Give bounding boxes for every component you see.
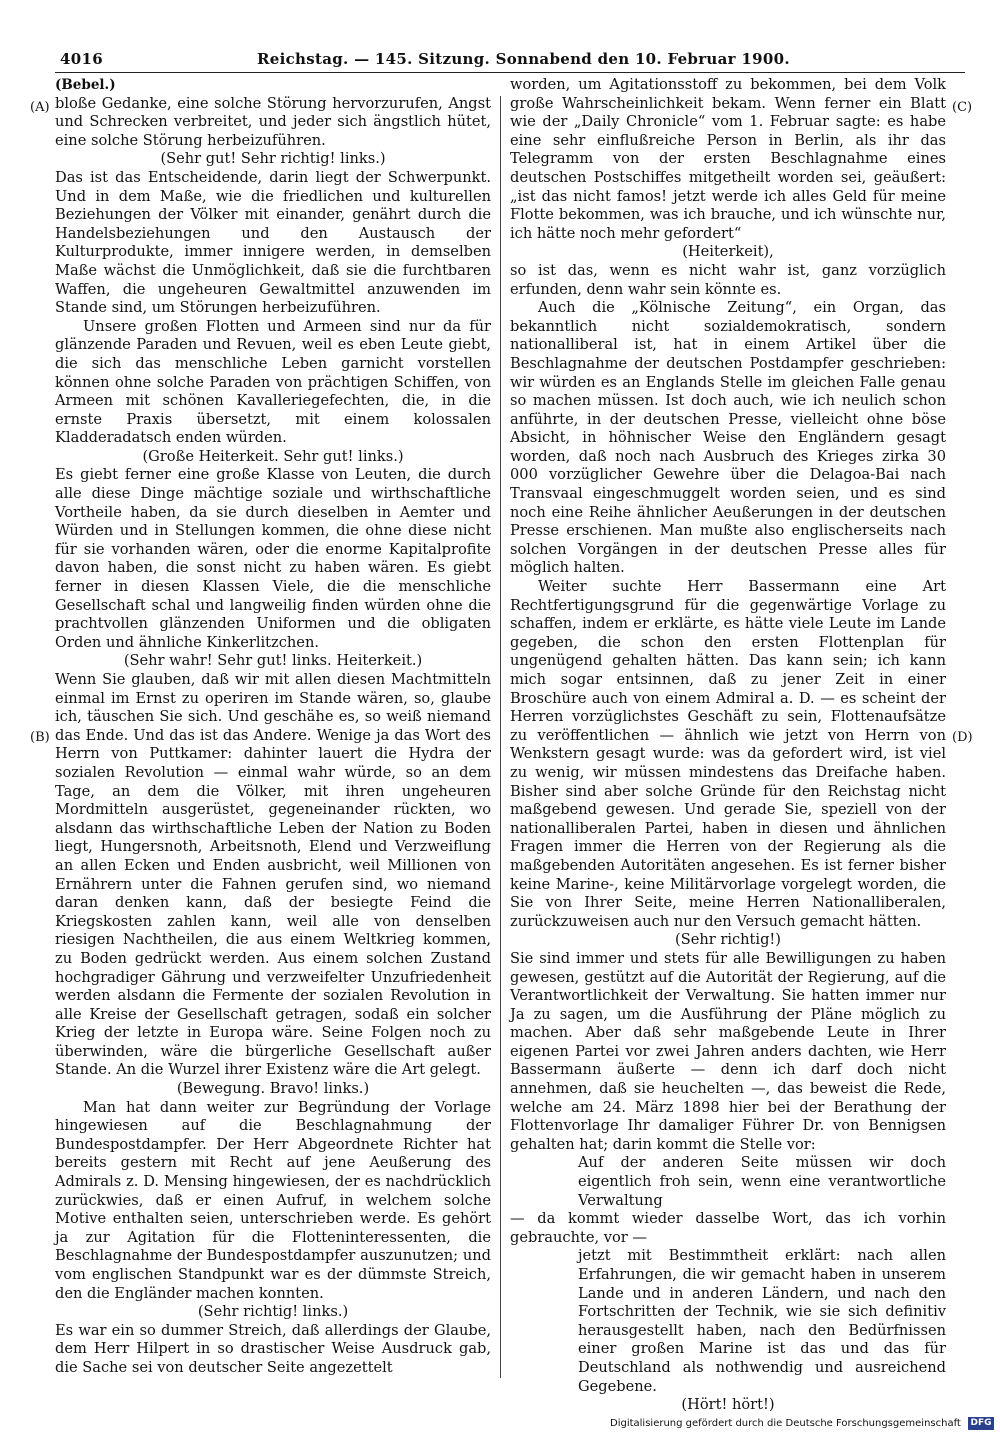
left-column	[55, 76, 491, 1376]
speaker-name: (Bebel.)	[55, 77, 116, 93]
header-rule	[55, 72, 965, 73]
margin-mark-c: (C)	[952, 100, 973, 115]
column-divider	[500, 96, 501, 1378]
quotation: Auf der anderen Seite müssen wir doch eigentlich froh sein, wenn eine verantwortliche Verwaltung	[578, 1154, 946, 1209]
paragraph: Man hat dann weiter zur Begründung der Vorlage hingewiesen auf die Beschlagnahmung der Bundespostdampfer. Der Herr Abgeordnete Richter hat bereits gestern mit Recht auf jene Aeußerung des Admirals z. D. Mensing hingewiesen, der es nachdrücklich zurückwies, daß er einen Aufruf, in welchem solche Motive enthalten seien, unterschrieben werde. Es gehört ja zur Agitation für die Flotteninteressenten, die Beschlagnahme der Bundespostdampfer auszunutzen; und vom englischen Standpunkt war es der dümmste Streich, den die Engländer machen konnten.	[55, 1098, 491, 1302]
paragraph: Unsere großen Flotten und Armeen sind nur da für glänzende Paraden und Revuen, weil es eben Leute giebt, die sich das menschliche Leben garnicht vorstellen können ohne solche Paraden von prächtigen Schiffen, von Armeen mit schönen Kavalleriegefechten, die, in die ernste Praxis übersetzt, mit einem kolossalen Kladderadatsch enden würden.	[55, 317, 491, 447]
interjection: (Bewegung. Bravo! links.)	[176, 1080, 370, 1098]
paragraph: Es giebt ferner eine große Klasse von Leuten, die durch alle diese Dinge mächtige soziale und wirthschaftliche Vortheile haben, da sie durch dieselben in Aemter und Würden und in Stellungen kommen, die ohne diese nicht für sie vorhanden wären, oder die enorme Kapitalprofite davon haben, die sonst nicht zu haben wären. Es giebt ferner in diesen Klassen Viele, die die menschliche Gesellschaft schal und langweilig finden würden ohne die prachtvollen glänzenden Uniformen und die obligaten Orden und ähnliche Kinkerlitzchen.	[55, 466, 491, 651]
paragraph: Sie sind immer und stets für alle Bewilligungen zu haben gewesen, gestützt auf die Autorität der Regierung, auf die Verantwortlichkeit der Verwaltung. Sie hatten immer nur Ja zu sagen, um die Ausführung der Pläne möglich zu machen. Aber daß sehr maßgebende Leute in Ihrer eigenen Partei vor zwei Jahren anders dachten, wie Herr Bassermann äußerte — denn ich darf doch nicht annehmen, daß sie heuchelten —, das beweist die Rede, welche am 24. März 1898 hier bei der Berathung der Flottenvorlage Ihr damaliger Führer Dr. von Bennigsen gehalten hat; darin kommt die Stelle vor:	[510, 949, 946, 1153]
margin-mark-a: (A)	[30, 100, 50, 115]
interjection: (Heiterkeit),	[682, 243, 774, 261]
paragraph: worden, um Agitationsstoff zu bekommen, bei dem Volk große Wahrscheinlichkeit bekam. Wenn ferner ein Blatt wie der „Daily Chronicle“ vom 1. Februar sagte: es habe eine sehr einflußreiche Person in Berlin, als ihr das Telegramm von der ersten Beschlagnahme eines deutschen Postschiffes mitgetheilt worden sei, geäußert: „ist das nicht famos! jetzt werde ich alles Geld für meine Flotte bekommen, was ich brauche, und ich wünschte nur, ich hätte noch mehr gefordert“	[510, 76, 946, 242]
interjection: (Sehr richtig! links.)	[197, 1303, 349, 1321]
paragraph: Weiter suchte Herr Bassermann eine Art Rechtfertigungsgrund für die gegenwärtige Vorlage zu schaffen, indem er erklärte, es hätte viele Leute im Lande gegeben, die schon den ersten Flottenplan für ungenügend gehalten hätten. Das kann sein; ich kann mich sogar entsinnen, daß zu jener Zeit in einer Broschüre auch von einem Admiral a. D. — es scheint der Herren vorzüglichstes Geschäft zu sein, Flottenaufsätze zu veröffentlichen — ähnlich wie jetzt von Herrn von Wenkstern gesagt wurde: was da gefordert wird, ist viel zu wenig, wir müssen mindestens das Dreifache haben. Bisher sind aber solche Gründe für den Reichstag nicht maßgebend gewesen. Und gerade Sie, speziell von der nationalliberalen Partei, haben in diesen und ähnlichen Fragen immer die Herren von der Regierung als die maßgebenden Autoritäten angesehen. Es ist ferner bisher keine Marine-, keine Militärvorlage vorgelegt worden, die Sie von Ihrer Seite, meine Herren Nationalliberalen, zurückzuweisen auch nur den Versuch gemacht hätten.	[510, 578, 946, 930]
paragraph: Wenn Sie glauben, daß wir mit allen diesen Machtmitteln einmal im Ernst zu operiren im Stande wären, so, glaube ich, täuschen Sie sich. Und geschähe es, so weiß niemand das Ende. Und das ist das Andere. Wenige ja das Wort des Herrn von Puttkamer: dahinter lauert die Hydra der sozialen Revolution — einmal wahr würde, so an dem Tage, an dem die Völker, mit ihren ungeheuren Mordmitteln ausgerüstet, gegeneinander rückten, wo alsdann das wirthschaftliche Leben der Nation zu Boden liegt, Hungersnoth, Arbeitsnoth, Elend und Verzweiflung an allen Ecken und Enden ausbricht, weil Millionen von Ernährern unter die Fahnen gerufen sind, wo niemand daran denken kann, daß der besiegte Feind die Kriegskosten zahlen kann, weil alle von denselben riesigen Nachtheilen, die aus einem Weltkrieg kommen, zu Boden gedrückt werden. Aus einem solchen Zustand hochgradiger Gährung und verzweifelter Unzufriedenheit werden alsdann die Fermente der sozialen Revolution in alle Kreise der Gesellschaft getragen, sodaß ein solcher Krieg der letzte in Europa wäre. Seine Folgen noch zu überwinden, wäre die bürgerliche Gesellschaft außer Stande. An die Wurzel ihrer Existenz wäre die Art gelegt.	[55, 671, 491, 1079]
paragraph: Das ist das Entscheidende, darin liegt der Schwerpunkt. Und in dem Maße, wie die friedlichen und kulturellen Beziehungen der Völker mit einander, genährt durch die Handelsbeziehungen und den Austausch der Kulturprodukte, immer innigere werden, in demselben Maße wächst die Unmöglichkeit, daß sie die furchtbaren Waffen, die ungeheuren Gewaltmittel anzuwenden im Stande sind, um Störungen herbeizuführen.	[55, 168, 491, 317]
interjection: (Sehr wahr! Sehr gut! links. Heiterkeit.)	[123, 652, 423, 670]
paragraph: Es war ein so dummer Streich, daß allerdings der Glaube, dem Herr Hilpert in so drastischer Weise Ausdruck gab, die Sache sei von deutscher Seite angezettelt	[55, 1321, 491, 1376]
quotation: jetzt mit Bestimmtheit erklärt: nach allen Erfahrungen, die wir gemacht haben in unserem Lande und in anderen Ländern, und nach den Fortschritten der Technik, wie sie sich definitiv herausgestellt haben, nach den Bedürfnissen einer großen Marine ist das und das für Deutschland als nothwendig und ausreichend Gegebene.	[578, 1247, 946, 1395]
page-title: Reichstag. — 145. Sitzung. Sonnabend den 10. Februar 1900.	[257, 50, 790, 68]
digitization-credit: Digitalisierung gefördert durch die Deutsche Forschungsgemeinschaft	[610, 1418, 961, 1429]
interjection: (Hört! hört!)	[681, 1396, 775, 1414]
dfg-logo: DFG	[968, 1417, 994, 1430]
margin-mark-d: (D)	[952, 730, 973, 745]
footer	[610, 1418, 990, 1432]
paragraph: — da kommt wieder dasselbe Wort, das ich vorhin gebrauchte, vor —	[510, 1210, 946, 1246]
page-number: 4016	[60, 50, 103, 68]
interjection: (Sehr richtig!)	[675, 931, 781, 949]
paragraph: so ist das, wenn es nicht wahr ist, ganz vorzüglich erfunden, denn wahr sein könnte es.	[510, 261, 946, 298]
right-column	[510, 76, 946, 1414]
interjection: (Sehr gut! Sehr richtig! links.)	[160, 150, 386, 168]
interjection: (Große Heiterkeit. Sehr gut! links.)	[142, 447, 404, 465]
page-header	[32, 50, 967, 72]
paragraph: bloße Gedanke, eine solche Störung hervorzurufen, Angst und Schrecken verbreitet, und jeder sich ängstlich hütet, eine solche Störung herbeizuführen.	[55, 94, 491, 149]
margin-mark-b: (B)	[30, 730, 50, 745]
paragraph: Auch die „Kölnische Zeitung“, ein Organ, das bekanntlich nicht sozialdemokratisch, sondern nationalliberal ist, hat in einem Artikel über die Beschlagnahme der deutschen Postdampfer geschrieben: wir würden es an Englands Stelle im gleichen Falle genau so machen müssen. Ist doch auch, wie ich neulich schon anführte, in der deutschen Presse, vielleicht ohne böse Absicht, in höhnischer Weise den Engländern gesagt worden, daß noch nach Ausbruch des Krieges zirka 30 000 vorzüglicher Gewehre über die Delagoa-Bai nach Transvaal eingeschmuggelt worden seien, und es sind noch eine Reihe ähnlicher Aeußerungen in der deutschen Presse erschienen. Man mußte also englischerseits nach solchen Vorgängen in der deutschen Presse alles für möglich halten.	[510, 299, 946, 577]
